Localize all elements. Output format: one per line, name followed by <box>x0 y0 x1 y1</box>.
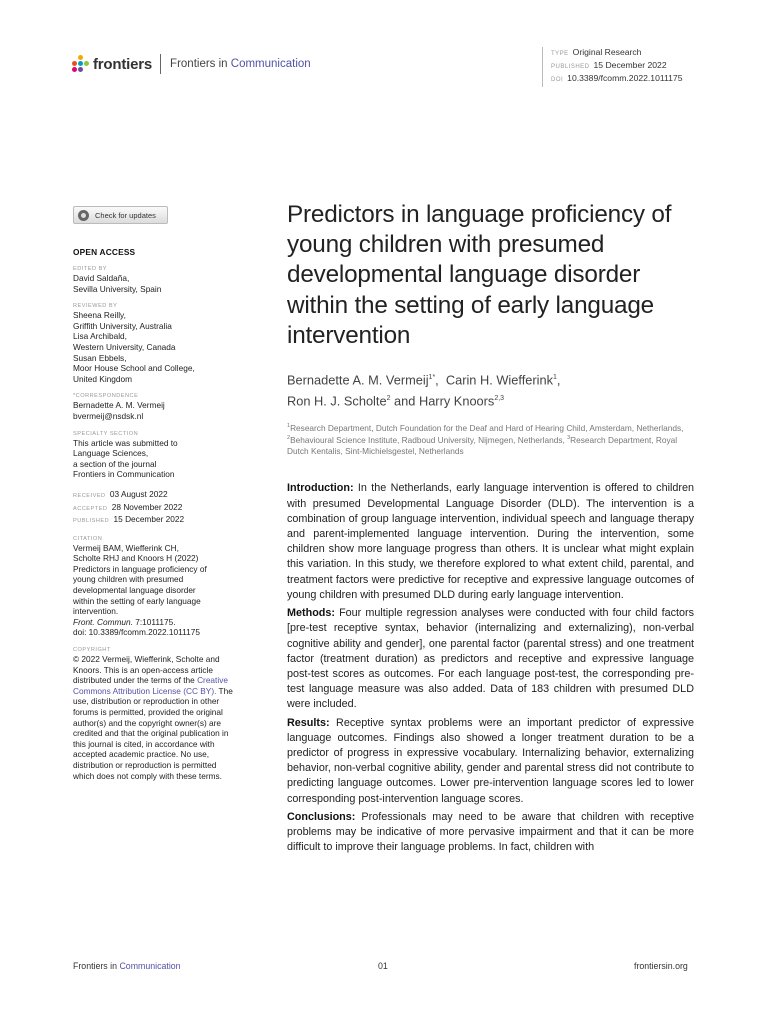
article-main <box>287 200 694 858</box>
citation-doi[interactable]: doi: 10.3389/fcomm.2022.1011175 <box>73 627 201 638</box>
footer-journal: Frontiers in Communication <box>73 961 181 971</box>
abstract <box>287 481 694 855</box>
meta-type: TYPE Original Research <box>551 47 642 57</box>
abstract-results: Results: Receptive syntax problems were an important predictor of expressive language outcomes. Findings also showed a longer treatment duration to be a predictor of progress in expressive vocabulary. Internalizing behavior, externalizing behavior, non-verbal cognitive ability, gender and parental stress did not contribute to predicting language outcomes. Lower pre-intervention language scores led to lower corresponding post-intervention language scores. <box>287 716 694 805</box>
meta-doi[interactable]: DOI 10.3389/fcomm.2022.1011175 <box>551 73 683 84</box>
copyright-label: COPYRIGHT <box>73 647 111 654</box>
author-name[interactable]: Bernadette A. M. Vermeij <box>287 372 429 388</box>
update-check-icon <box>78 210 89 221</box>
logo-divider <box>160 54 161 74</box>
specialty-section-label: SPECIALTY SECTION <box>73 430 139 437</box>
author-name[interactable]: Harry Knoors <box>418 393 495 409</box>
correspondence-email[interactable]: bvermeij@nsdsk.nl <box>73 410 144 421</box>
frontiers-logo[interactable] <box>72 54 311 74</box>
edited-by-label: EDITED BY <box>73 266 108 272</box>
author-list: Bernadette A. M. Vermeij$^{1*}$, Carin H. Wiefferink$^1$, Ron H. J. Scholte$^2$ and Harry Knoors$^{2,3}$ <box>287 372 561 409</box>
author-name[interactable]: Ron H. J. Scholte <box>287 393 387 409</box>
abstract-methods: Methods: Four multiple regression analyses were conducted with four child factors [pre-test receptive syntax, behavior (internalizing and externalizing), non-verbal cognitive ability and gender], one parental factor (parental stress) and one treatment factor (treatment duration) as predictors and receptive and expressive language post-test scores as outcomes. For each language post-test, the corresponding pre-test language measure was also added. Data of 183 children with presumed DLD were included. <box>287 607 694 711</box>
abstract-conclusions: Conclusions: Professionals may need to be aware that children with receptive problems may be indicative of more pervasive impairment and that it can be more difficult to improve their language problems. In fact, children with <box>287 810 694 854</box>
reviewed-by: Sheena Reilly, Griffith University, Australia Lisa Archibald, Western University, Canada Susan Ebbels, Moor House School and College, United Kingdom <box>73 310 195 384</box>
open-access-label: OPEN ACCESS <box>73 247 136 257</box>
author-name[interactable]: Carin H. Wiefferink <box>445 372 553 388</box>
citation: Vermeij BAM, Wiefferink CH, Scholte RHJ and Knoors H (2022) Predictors in language proficiency of young children with presumed developmental language disorder within the setting of early language intervention. Front. Commun. 7:1011175. doi: 10.3389/fcomm.2022.1011175 <box>73 543 233 638</box>
logo-wordmark: frontiers <box>93 55 153 73</box>
journal-name: Frontiers in Communication <box>170 58 311 70</box>
page-number: 01 <box>378 961 388 971</box>
frontiers-logo-icon <box>72 55 90 73</box>
article-dates: RECEIVED 03 August 2022 ACCEPTED 28 November 2022 PUBLISHED 15 December 2022 <box>73 488 185 525</box>
article-meta <box>542 47 682 87</box>
reviewed-by-label: REVIEWED BY <box>73 303 118 310</box>
copyright: © 2022 Vermeij, Wiefferink, Scholte and Knoors. This is an open-access article distributed under the terms of the Creative Commons Attribution License (CC BY). The use, distribution or reproduction in other forums is permitted, provided the original author(s) and the copyright owner(s) are credited and that the original publication in this journal is cited, in accordance with accepted academic practice. No use, distribution or reproduction is permitted which does not comply with these terms. <box>73 654 233 781</box>
affiliations: $^1$Research Department, Dutch Foundation for the Deaf and Hard of Hearing Child, Amsterdam, Netherlands, $^2$Behavioural Science Institute, Radboud University, Nijmegen, Netherlands, $^3$Research Department, Royal Dutch Kentalis, Sint-Michielsgestel, Netherlands <box>287 422 684 456</box>
correspondence: Bernadette A. M. Vermeij bvermeij@nsdsk.nl <box>73 400 233 421</box>
check-for-updates-button[interactable]: Check for updates <box>73 206 168 224</box>
abstract-introduction: Introduction: In the Netherlands, early language intervention is offered to children with presumed Developmental Language Disorder (DLD). The intervention is a combination of group language intervention, individual speech and language therapy and parent-implemented language intervention. During the intervention, some children show more language progress than others. It is unclear what might explain this variation. In this study, we therefore explored to what extent child, parental, and treatment factors were predictive for receptive and expressive language outcomes of young children with presumed DLD during early language intervention. <box>287 482 694 601</box>
correspondence-label: *CORRESPONDENCE <box>73 393 139 400</box>
footer-site-link[interactable]: frontiersin.org <box>634 961 688 971</box>
sidebar <box>73 206 233 781</box>
edited-by: David Saldaña, Sevilla University, Spain <box>73 273 162 294</box>
meta-published: PUBLISHED 15 December 2022 <box>551 60 667 71</box>
article-title: Predictors in language proficiency of young children with presumed developmental language disorder within the setting of early language intervention <box>287 201 672 349</box>
cc-by-license-link[interactable]: Creative Commons Attribution License (CC BY). <box>73 675 228 696</box>
specialty-section: This article was submitted to Language Sciences, a section of the journal Frontiers in Communication <box>73 437 178 480</box>
citation-label: CITATION <box>73 535 103 542</box>
